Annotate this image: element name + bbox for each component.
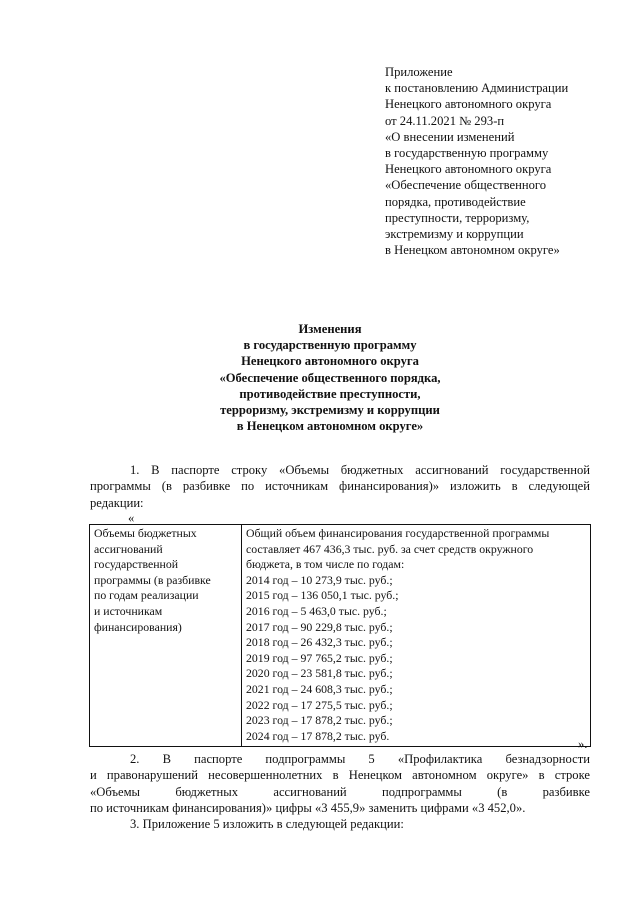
item-2-line: «Объемы бюджетных ассигнований подпрограммы (в разбивке	[90, 784, 590, 799]
appendix-line: от 24.11.2021 № 293-п	[385, 113, 505, 128]
cell-line: государственной	[94, 557, 179, 572]
appendix-header	[385, 64, 625, 258]
appendix-line: Ненецкого автономного округа	[385, 97, 552, 112]
cell-line: 2016 год – 5 463,0 тыс. руб.;	[246, 603, 387, 618]
item-3-paragraph	[90, 816, 590, 832]
item-2-paragraph	[90, 751, 590, 816]
cell-line: программы (в разбивке	[94, 572, 211, 587]
title-line: Изменения	[298, 322, 362, 336]
cell-line: ассигнований	[94, 541, 163, 556]
appendix-line: порядка, противодействие	[385, 194, 526, 209]
title-line: терроризму, экстремизму и коррупции	[220, 403, 440, 418]
cell-line: составляет 467 436,3 тыс. руб. за счет средств окружного	[246, 541, 534, 556]
opening-quote: «	[128, 511, 135, 525]
appendix-line: «О внесении изменений	[385, 129, 515, 144]
title-line: в государственную программу	[243, 338, 417, 353]
cell-line: 2021 год – 24 608,3 тыс. руб.;	[246, 681, 393, 696]
appendix-line: преступности, терроризму,	[385, 210, 530, 225]
cell-line: 2014 год – 10 273,9 тыс. руб.;	[246, 572, 393, 587]
cell-line: 2023 год – 17 878,2 тыс. руб.;	[246, 713, 393, 728]
table-cell-value	[242, 525, 591, 747]
appendix-line: Ненецкого автономного округа	[385, 162, 552, 177]
document-title	[150, 321, 510, 434]
cell-line: 2019 год – 97 765,2 тыс. руб.;	[246, 650, 393, 665]
budget-table	[89, 524, 591, 747]
item-1-paragraph	[90, 462, 590, 511]
appendix-line: Приложение	[385, 65, 453, 79]
cell-line: 2020 год – 23 581,8 тыс. руб.;	[246, 666, 393, 681]
cell-line: Объемы бюджетных	[94, 526, 197, 540]
cell-line: 2022 год – 17 275,5 тыс. руб.;	[246, 697, 393, 712]
cell-line: Общий объем финансирования государственной программы	[246, 526, 550, 540]
cell-line: финансирования)	[94, 619, 182, 634]
item-2-line: по источникам финансирования)» цифры «3 455,9» заменить цифрами «3 452,0».	[90, 800, 526, 815]
cell-line: 2017 год – 90 229,8 тыс. руб.;	[246, 619, 393, 634]
cell-line: 2015 год – 136 050,1 тыс. руб.;	[246, 588, 399, 603]
title-line: «Обеспечение общественного порядка,	[219, 370, 441, 385]
item-3-line: 3. Приложение 5 изложить в следующей редакции:	[130, 817, 404, 831]
appendix-line: экстремизму и коррупции	[385, 227, 524, 242]
closing-quote: ».	[578, 737, 588, 751]
item-1-line: 1. В паспорте строку «Объемы бюджетных ассигнований государственной	[130, 463, 590, 477]
title-line: в Ненецком автономном округе»	[236, 419, 424, 434]
cell-line: 2024 год – 17 878,2 тыс. руб.	[246, 728, 390, 743]
appendix-line: «Обеспечение общественного	[385, 178, 547, 193]
appendix-line: в Ненецком автономном округе»	[385, 243, 560, 258]
table-cell-label	[90, 525, 242, 747]
cell-line: по годам реализации	[94, 588, 199, 603]
item-1-line: программы (в разбивке по источникам финансирования)» изложить в следующей	[90, 479, 590, 494]
item-2-line: 2. В паспорте подпрограммы 5 «Профилактика безнадзорности	[130, 752, 590, 766]
item-1-line: редакции:	[90, 495, 144, 510]
item-2-line: и правонарушений несовершеннолетних в Ненецком автономном округе» в строке	[90, 768, 590, 783]
appendix-line: в государственную программу	[385, 146, 549, 161]
cell-line: 2018 год – 26 432,3 тыс. руб.;	[246, 635, 393, 650]
title-line: противодействие преступности,	[239, 386, 421, 401]
cell-line: и источникам	[94, 603, 163, 618]
cell-line: бюджета, в том числе по годам:	[246, 557, 405, 572]
appendix-line: к постановлению Администрации	[385, 81, 569, 96]
title-line: Ненецкого автономного округа	[241, 354, 419, 369]
table-row	[90, 525, 591, 747]
